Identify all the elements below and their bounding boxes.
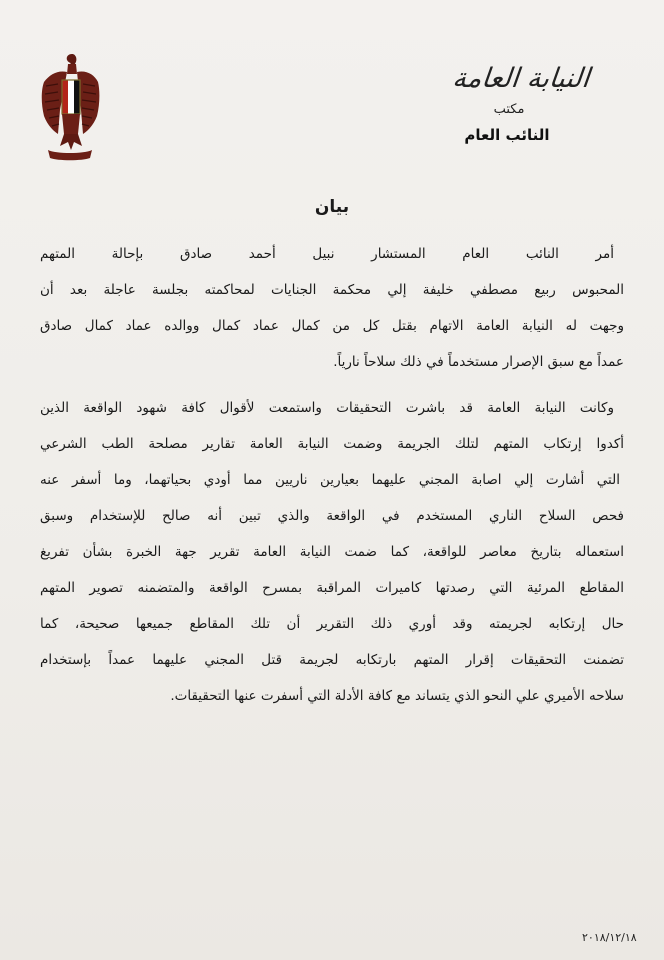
paragraph-line: أكدوا إرتكاب المتهم لتلك الجريمة وضمت النيابة العامة تقارير مصلحة الطب الشرعي (40, 436, 624, 452)
paragraph-line: سلاحه الأميري علي النحو الذي يتساند مع كافة الأدلة التي أسفرت عنها التحقيقات. (170, 688, 624, 704)
eagle-emblem-icon (38, 50, 102, 162)
paragraph-1 (40, 236, 624, 380)
paragraph-line: تضمنت التحقيقات إقرار المتهم بارتكابه لجريمة قتل المجني عليهما عمداً بإستخدام (40, 652, 624, 668)
paragraph-line: استعماله بتاريخ معاصر للواقعة، كما ضمت النيابة العامة تقرير جهة الخبرة بشأن تفريغ (40, 544, 624, 560)
office-subtitle: مكتب (493, 102, 525, 117)
office-header (424, 62, 624, 146)
paragraph-2 (40, 390, 624, 714)
paragraph-line: وجهت له النيابة العامة الاتهام بقتل كل من كمال عماد كمال ووالده عماد كمال صادق (40, 318, 624, 334)
paragraph-spacer (40, 380, 624, 390)
statement-body (40, 236, 624, 714)
paragraph-line: أمر النائب العام المستشار نبيل أحمد صادق بإحالة المتهم (40, 246, 614, 262)
paragraph-line: فحص السلاح الناري المستخدم في الواقعة والذي تبين أنه صالح للإستخدام وسبق (40, 508, 624, 524)
paragraph-line: عمداً مع سبق الإصرار مستخدماً في ذلك سلاحاً نارياً. (333, 354, 624, 370)
paragraph-line: المحبوس ربيع مصطفي خليفة إلي محكمة الجنايات لمحاكمته بجلسة عاجلة بعد أن (40, 282, 624, 298)
paragraph-line: التي أشارت إلي اصابة المجني عليهما بعيارين ناريين مما أودي بحياتهما، وما أسفر عنه (40, 472, 620, 488)
document-date: ٢٠١٨/١٢/١٨ (582, 931, 637, 944)
office-logo-text: النيابة العامة (451, 63, 592, 94)
paragraph-line: وكانت النيابة العامة قد باشرت التحقيقات واستمعت لأقوال كافة شهود الواقعة الذين (40, 400, 614, 416)
office-name: النائب العام (464, 126, 550, 144)
paragraph-line: حال إرتكابه لجريمته وقد أوري ذلك التقرير أن تلك المقاطع جميعها صحيحة، كما (40, 616, 624, 632)
page-title: بيان (314, 197, 350, 217)
paragraph-line: المقاطع المرئية التي رصدتها كاميرات المراقبة بمسرح الواقعة والمتضمنه تصوير المتهم (40, 580, 624, 596)
